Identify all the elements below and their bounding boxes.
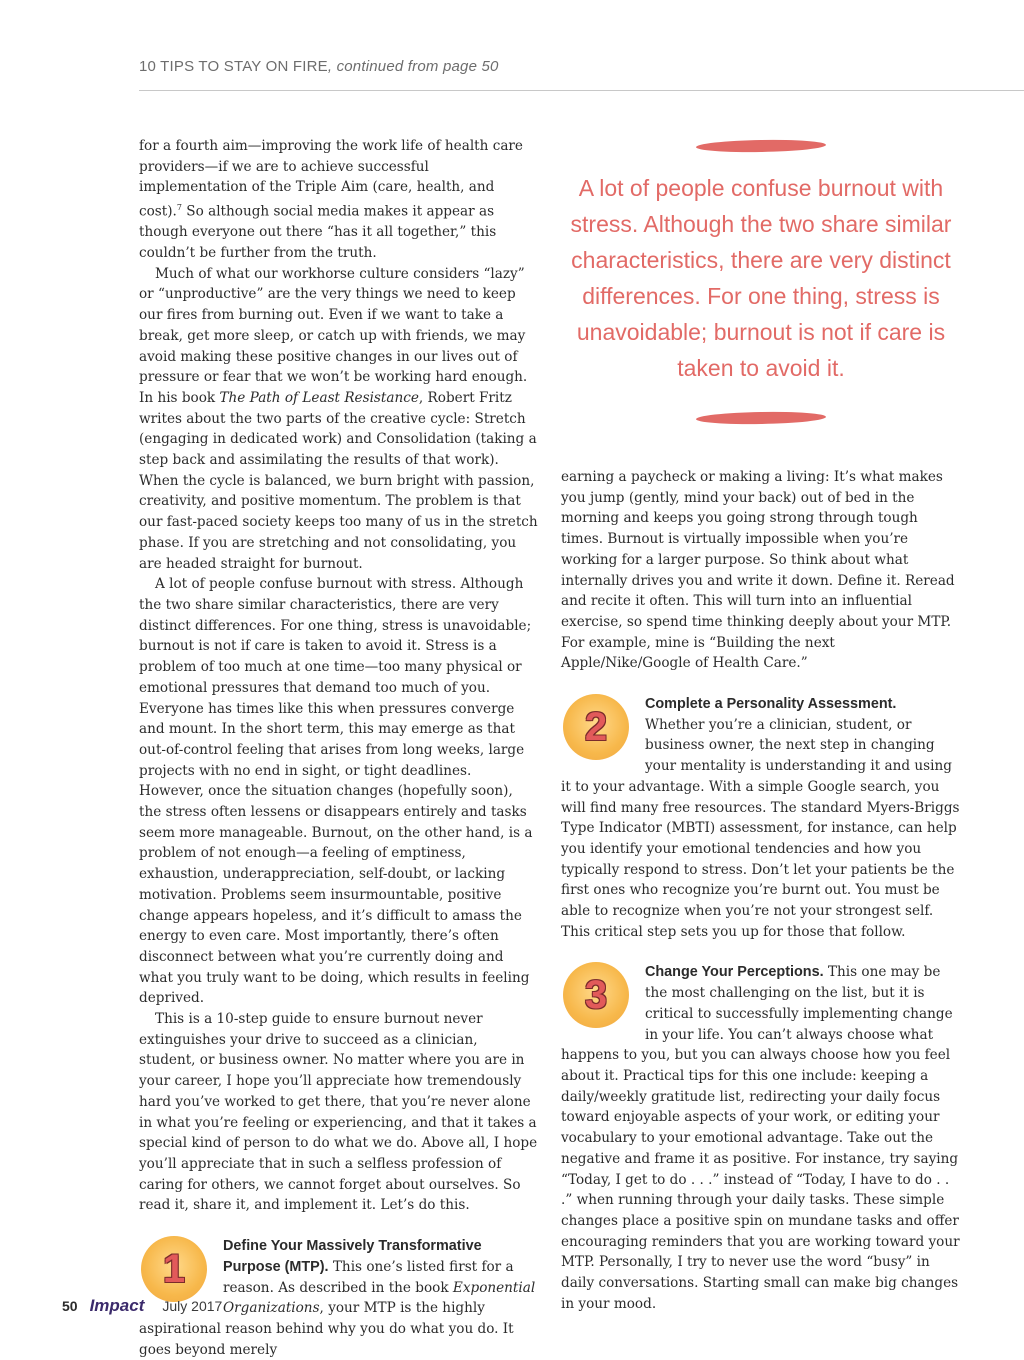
paragraph (139, 136, 538, 264)
footnote-ref: 7 (176, 203, 182, 213)
page-number: 50 (62, 1298, 78, 1314)
tip-number: 3 (584, 973, 608, 1018)
tip-number: 1 (162, 1246, 186, 1291)
book-title: The Path of Least Resistance (219, 389, 419, 406)
magazine-logo: Impact (89, 1296, 145, 1315)
paragraph: This is a 10-step guide to ensure burnout never extinguishes your drive to succeed as a clinician, student, or business owner. No matter where you are in your career, I hope you’ll appreciate how tremendously hard you’ve worked to get there, that you’re never alone in what you’re feeling or experiencing, and that it takes a special kind of person to do what we do. Above all, I hope you’ll appreciate that in such a selfless profession of caring for others, we cannot forget about ourselves. So read it, share it, and implement it. Let’s do this. (139, 1011, 538, 1214)
number-badge-icon (563, 694, 629, 760)
issue-date: July 2017 (162, 1298, 223, 1314)
paragraph: A lot of people confuse burnout with stress. Although the two share similar characteristics, there are very distinct differences. For one thing, stress is unavoidable; burnout is not if care is taken to avoid it. Stress is a problem of too much at one time—too many physical or emotional pressures that demand too much of you. Everyone has times like this when pressures converge and mount. In the short term, this may emerge as that out-of-control feeling that arises from long weeks, large projects with no end in sight, or tight deadlines. However, once the situation changes (hopefully soon), the stress often lessens or disappears entirely and tasks seem more manageable. Burnout, on the other hand, is a problem of not enough—a feeling of emptiness, exhaustion, underappreciation, self-doubt, or lacking motivation. Problems seem insurmountable, positive change appears hopeless, and it’s difficult to amass the energy to even care. Most importantly, there’s often disconnect between what you’re currently doing and what you truly want to be doing, which results in feeling deprived. (139, 576, 533, 1007)
text-run: , your MTP is the highly aspirational reason behind why you do what you do. It goes beyond merely (139, 1300, 514, 1358)
paragraph (139, 264, 538, 575)
text-run: for a fourth aim—improving the work life of health care providers—if we are to achieve successful implementation of the Triple Aim (care, health, and cost). (139, 138, 523, 220)
tip-2 (561, 694, 960, 942)
text-run: Whether you’re a clinician, student, or business owner, the next step in changing your mentality is understanding it and using it to your advantage. With a simple Google search, you will find many free resources. The standard Myers-Briggs Type Indicator (MBTI) assessment, for instance, can help you identify your emotional tendencies and how you typically respond to stress. Don’t let your patients be the first ones who recognize you’re burnt out. You must be able to recognize when you’re not your strongest self. This critical step sets you up for those that follow. (561, 716, 960, 940)
number-badge-icon (563, 962, 629, 1028)
header-rule (139, 90, 1024, 91)
text-run: , Robert Fritz writes about the two parts of the creative cycle: Stretch (engaging in dedicated work) and Consolidation (taking a step back and assimilating the results of that work). When the cycle is balanced, we burn bright with passion, creativity, and positive momentum. The problem is that our fast-paced society keeps too many of us in the stretch phase. If you are stretching and not consolidating, you are headed straight for burnout. (139, 389, 538, 572)
decorative-brush-stroke (696, 139, 826, 153)
running-head (139, 58, 499, 75)
number-badge-icon (141, 1236, 207, 1302)
running-head-caps: 10 TIPS TO STAY ON FIRE (139, 58, 328, 75)
tip-number: 2 (584, 704, 608, 749)
tip-title: Change Your Perceptions. (645, 964, 824, 981)
pull-quote-text: A lot of people confuse burnout with stress. Although the two share similar characteristics, there are very distinct differences. For one thing, stress is unavoidable; burnout is not if care is taken to avoid it. (570, 175, 952, 381)
tip-title: Define Your Massively Transformative Purpose (MTP). (223, 1238, 482, 1275)
tip-3 (561, 962, 960, 1314)
text-run: This one may be the most challenging on the list, but it is critical to successfully implementing change in your life. You can’t always choose what happens to you, but you can always choose how you feel about it. Practical tips for this one include: keeping a daily/weekly gratitude list, redirecting your daily focus toward enjoyable aspects of your work, or editing your vocabulary to your emotional advantage. Take out the negative and frame it as positive. For instance, try saying “Today, I get to do . . .” instead of “Today, I have to do . . .” when running through your daily tasks. These simple changes place a positive spin on mundane tasks and offer encouraging reminders that you are working toward your MTP. Personally, I try to never use the word “busy” in daily conversations. Starting small can make big changes in your mood. (561, 964, 960, 1312)
page-footer (62, 1296, 222, 1316)
text-run: This one’s listed first for a reason. As described in the book (223, 1258, 514, 1296)
decorative-brush-stroke (696, 411, 826, 425)
left-column (139, 136, 538, 1360)
text-run: Much of what our workhorse culture considers “lazy” or “unproductive” are the very things we need to keep our fires from burning out. Even if we want to take a break, get more sleep, or catch up with friends, we may avoid making these positive changes in our lives out of pressure or fear that we won’t be working hard enough. In his book (139, 265, 528, 406)
running-head-continued: , continued from page 50 (327, 58, 499, 75)
book-title: Exponential Organizations (223, 1279, 536, 1317)
tip-title: Complete a Personality Assessment. (645, 696, 897, 713)
pull-quote (568, 140, 954, 424)
right-column (561, 467, 960, 1314)
paragraph: earning a paycheck or making a living: It’s what makes you jump (gently, mind your back) out of bed in the morning and keeps you going strong through tough times. Burnout is virtually impossible when you’re working for a larger purpose. So think about what internally drives you and write it down. Define it. Reread and recite it often. This will turn into an influential exercise, so spend time thinking deeply about your MTP. For example, mine is “Building the next Apple/Nike/Google of Health Care.” (561, 469, 955, 672)
text-run: So although social media makes it appear as though everyone out there “has it all together,” this couldn’t be further from the truth. (139, 203, 497, 262)
